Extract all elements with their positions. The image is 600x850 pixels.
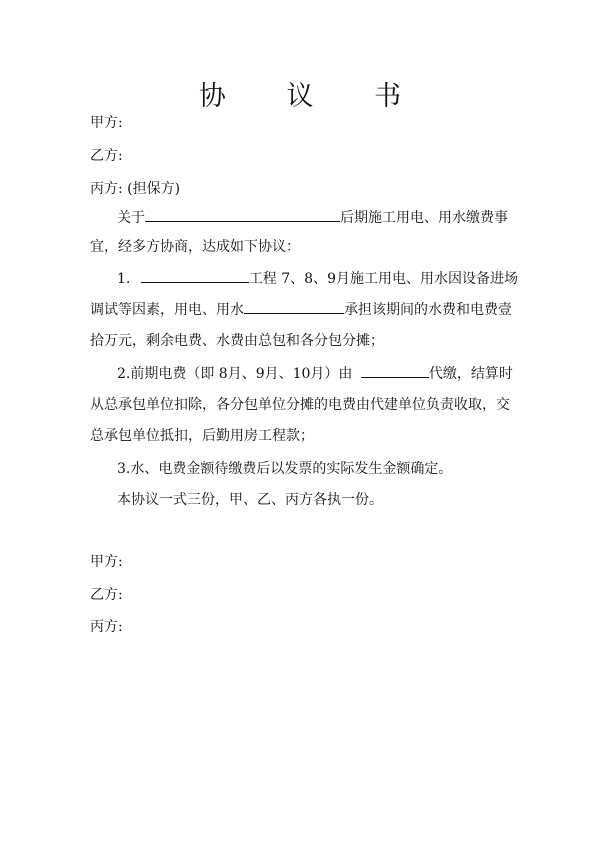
intro-prefix: 关于 [117, 210, 145, 226]
clause-1-line-1 [117, 268, 518, 288]
clause-1-line-2 [90, 299, 512, 319]
clause-1-line-3: 拾万元，剩余电费、水费由总包和各分包分摊； [90, 333, 384, 349]
party-b-header: 乙方: [90, 148, 123, 164]
closing-statement: 本协议一式三份，甲、乙、丙方各执一份。 [117, 492, 383, 508]
intro-blank [145, 209, 340, 222]
signature-party-b: 乙方: [90, 587, 123, 603]
signature-party-a: 甲方: [90, 554, 123, 570]
intro-suffix: 后期施工用电、用水缴费事 [340, 210, 508, 226]
clause-3: 3.水、电费金额待缴费后以发票的实际发生金额确定。 [117, 461, 453, 477]
clause-1-blank-party [244, 301, 344, 314]
clause-1-line-2-prefix: 调试等因素，用电、用水 [90, 302, 244, 318]
intro-line-1 [117, 207, 508, 227]
clause-2-blank [361, 365, 429, 378]
signature-party-c: 丙方: [90, 619, 123, 635]
clause-1-number: 1. [117, 271, 131, 287]
clause-2-suffix: 代缴，结算时 [428, 366, 513, 382]
intro-line-2: 宜，经多方协商，达成如下协议： [90, 239, 300, 255]
clause-2-line-3: 总承包单位抵扣，后勤用房工程款； [90, 428, 314, 444]
party-c-header: 丙方: (担保方) [90, 181, 181, 197]
clause-2-line-1 [117, 363, 513, 383]
clause-1-text: 工程 7、8、9月施工用电、用水因设备进场 [248, 271, 518, 287]
party-a-header: 甲方: [90, 115, 123, 131]
clause-2-prefix: 2.前期电费（即 8月、9月、10月）由 [117, 366, 353, 382]
document-title: 协 议 书 [198, 81, 428, 112]
clause-1-line-2-suffix: 承担该期间的水费和电费壹 [344, 302, 512, 318]
clause-1-blank-project [141, 270, 249, 283]
clause-2-line-2: 从总承包单位扣除，各分包单位分摊的电费由代建单位负责收取，交 [90, 397, 510, 413]
